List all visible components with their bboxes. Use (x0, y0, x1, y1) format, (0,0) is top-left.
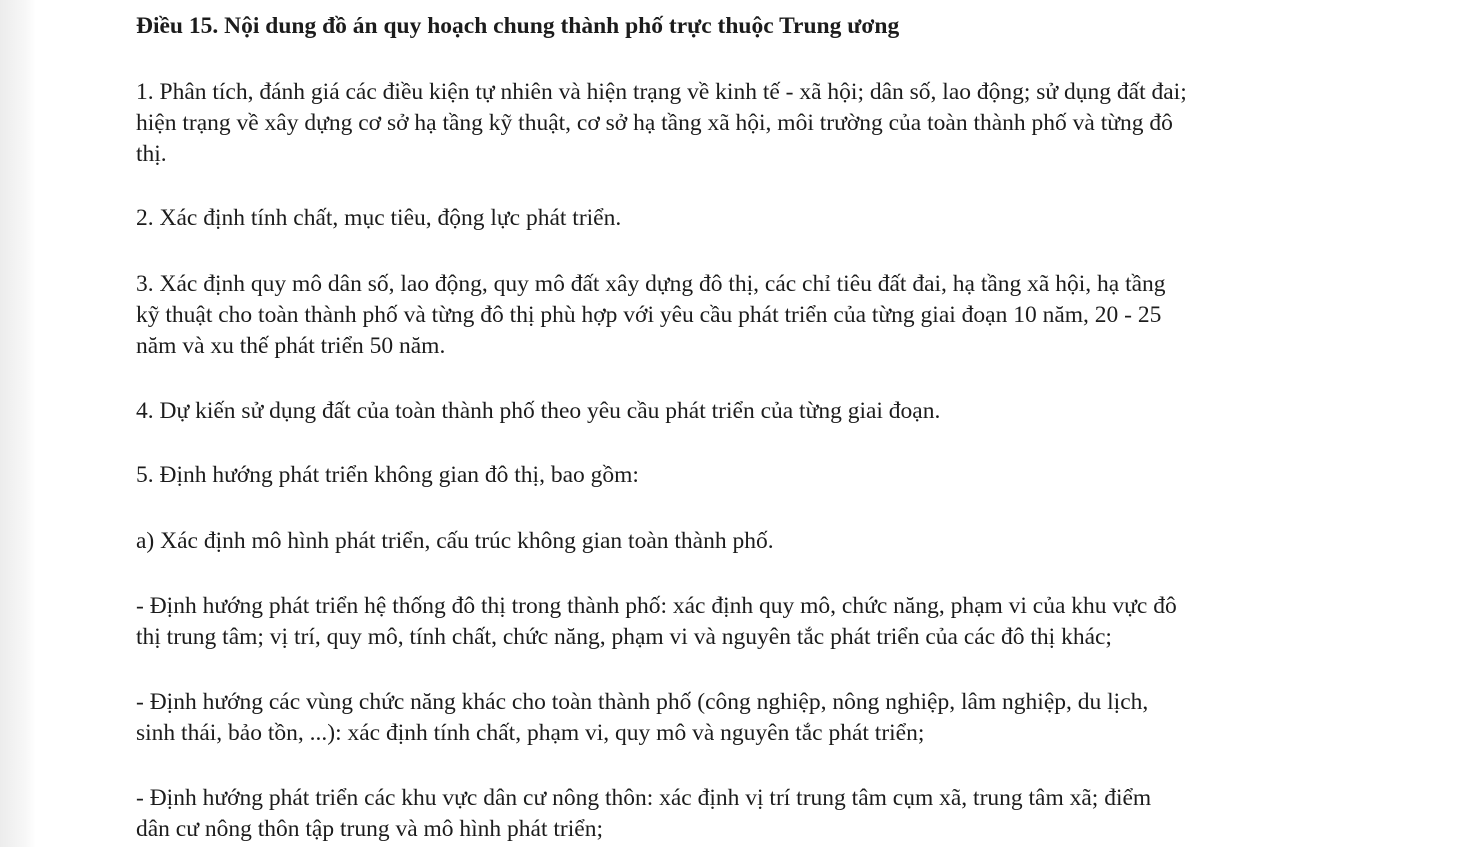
bullet-functional-zones (136, 687, 1346, 749)
text-line: dân cư nông thôn tập trung và mô hình phát triển; (136, 816, 603, 842)
text-line: 2. Xác định tính chất, mục tiêu, động lực phát triển. (136, 205, 622, 231)
bullet-rural-areas (136, 783, 1346, 845)
paragraph-3 (136, 269, 1346, 362)
text-line: năm và xu thế phát triển 50 năm. (136, 333, 446, 359)
text-line: - Định hướng các vùng chức năng khác cho toàn thành phố (công nghiệp, nông nghiệp, lâm nghiệp, du lịch, (136, 689, 1149, 715)
paragraph-4 (136, 396, 1346, 427)
text-line: thị trung tâm; vị trí, quy mô, tính chất, chức năng, phạm vi và nguyên tắc phát triển của các đô thị khác; (136, 624, 1112, 650)
text-line: 5. Định hướng phát triển không gian đô thị, bao gồm: (136, 462, 639, 488)
paragraph-1 (136, 77, 1346, 170)
text-line: hiện trạng về xây dựng cơ sở hạ tầng kỹ thuật, cơ sở hạ tầng xã hội, môi trường của toàn thành phố và từng đô (136, 110, 1173, 136)
page-left-margin (0, 0, 36, 847)
bullet-urban-system (136, 591, 1346, 653)
paragraph-2 (136, 203, 1346, 234)
text-line: 4. Dự kiến sử dụng đất của toàn thành phố theo yêu cầu phát triển của từng giai đoạn. (136, 398, 941, 424)
text-line: - Định hướng phát triển hệ thống đô thị trong thành phố: xác định quy mô, chức năng, phạm vi của khu vực đô (136, 593, 1177, 619)
text-line: a) Xác định mô hình phát triển, cấu trúc không gian toàn thành phố. (136, 528, 774, 554)
text-line: - Định hướng phát triển các khu vực dân cư nông thôn: xác định vị trí trung tâm cụm xã, trung tâm xã; điểm (136, 785, 1152, 811)
text-line: sinh thái, bảo tồn, ...): xác định tính chất, phạm vi, quy mô và nguyên tắc phát triển; (136, 720, 925, 746)
text-line: thị. (136, 141, 167, 167)
text-line: 3. Xác định quy mô dân số, lao động, quy mô đất xây dựng đô thị, các chỉ tiêu đất đai, hạ tầng xã hội, hạ tầng (136, 271, 1166, 297)
text-line: 1. Phân tích, đánh giá các điều kiện tự nhiên và hiện trạng về kinh tế - xã hội; dân số, lao động; sử dụng đất đai; (136, 79, 1187, 105)
paragraph-5 (136, 460, 1346, 491)
text-line: kỹ thuật cho toàn thành phố và từng đô thị phù hợp với yêu cầu phát triển của từng giai đoạn 10 năm, 20 - 25 (136, 302, 1162, 328)
paragraph-5a (136, 526, 1346, 557)
article-heading: Điều 15. Nội dung đồ án quy hoạch chung thành phố trực thuộc Trung ương (136, 13, 900, 39)
